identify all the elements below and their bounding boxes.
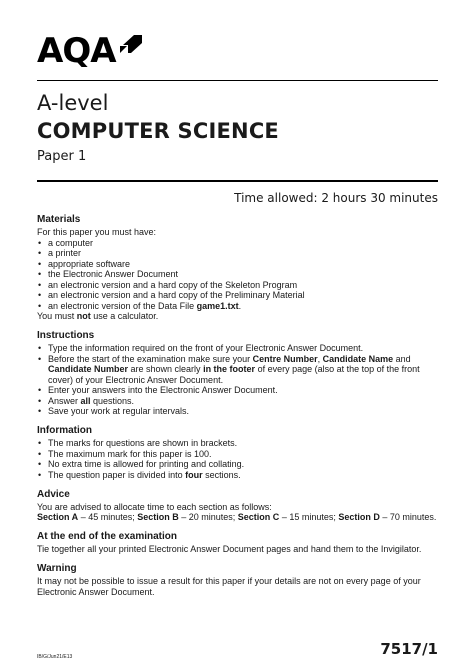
- advice-intro: You are advised to allocate time to each section as follows:: [37, 501, 272, 512]
- list-item: • a printer: [37, 248, 438, 259]
- materials-heading: Materials: [37, 214, 81, 225]
- data-file-name: game1.txt: [196, 300, 239, 311]
- list-item: • Before the start of the examination make sure your Centre Number, Candidate Name and Candidate Number are shown clearly in the footer of every page (also at the top of the front cover) of your Electronic Answer Document.: [37, 354, 438, 386]
- information-heading: Information: [37, 425, 92, 436]
- list-item: • The question paper is divided into four sections.: [37, 470, 438, 481]
- list-item: • The maximum mark for this paper is 100.: [37, 449, 438, 460]
- paper-number: Paper 1: [37, 149, 87, 164]
- instructions-heading: Instructions: [37, 330, 95, 341]
- warning-heading: Warning: [37, 563, 77, 574]
- title-divider: [37, 180, 438, 182]
- end-of-exam-section: [37, 531, 438, 555]
- header-divider: [37, 80, 438, 81]
- list-item: • Type the information required on the front of your Electronic Answer Document.: [37, 343, 438, 354]
- materials-section: [37, 214, 438, 322]
- end-of-exam-text: Tie together all your printed Electronic Answer Document pages and hand them to the Invigilator.: [37, 544, 422, 554]
- subject-title: COMPUTER SCIENCE: [37, 119, 279, 143]
- materials-list: [37, 238, 438, 312]
- list-item: • Answer all questions.: [37, 396, 438, 407]
- materials-intro: For this paper you must have:: [37, 227, 157, 237]
- instructions-list: [37, 343, 438, 417]
- list-item: • the Electronic Answer Document: [37, 269, 438, 280]
- advice-section: [37, 489, 438, 523]
- instructions-section: [37, 330, 438, 417]
- list-item: • No extra time is allowed for printing and collating.: [37, 459, 438, 470]
- warning-section: [37, 563, 438, 597]
- information-list: [37, 438, 438, 480]
- list-item: • an electronic version of the Data File game1.txt.: [37, 301, 438, 312]
- instructions-content: [37, 214, 438, 606]
- aqa-logo: [37, 31, 142, 71]
- list-item: • The marks for questions are shown in brackets.: [37, 438, 438, 449]
- paper-code: 7517/1: [380, 640, 438, 658]
- qualification-level: A-level: [37, 91, 109, 115]
- list-item: • Save your work at regular intervals.: [37, 406, 438, 417]
- information-section: [37, 425, 438, 480]
- calculator-note: You must not use a calculator.: [37, 311, 159, 321]
- logo-text: AQA: [37, 31, 116, 71]
- document-reference: IB/G/Jun21/E13: [37, 654, 73, 660]
- list-item: • an electronic version and a hard copy of the Skeleton Program: [37, 280, 438, 291]
- list-item: • appropriate software: [37, 259, 438, 270]
- section-timings: Section A – 45 minutes; Section B – 20 minutes; Section C – 15 minutes; Section D – 70 minutes.: [37, 512, 437, 522]
- end-of-exam-heading: At the end of the examination: [37, 531, 178, 542]
- list-item: • Enter your answers into the Electronic Answer Document.: [37, 385, 438, 396]
- logo-mark-icon: [120, 35, 142, 53]
- advice-heading: Advice: [37, 488, 70, 500]
- list-item: • an electronic version and a hard copy of the Preliminary Material: [37, 290, 438, 301]
- time-allowed: Time allowed: 2 hours 30 minutes: [234, 191, 438, 205]
- warning-text: It may not be possible to issue a result for this paper if your details are not on every page of your Electronic Answer Document.: [37, 576, 421, 597]
- list-item: • a computer: [37, 238, 438, 249]
